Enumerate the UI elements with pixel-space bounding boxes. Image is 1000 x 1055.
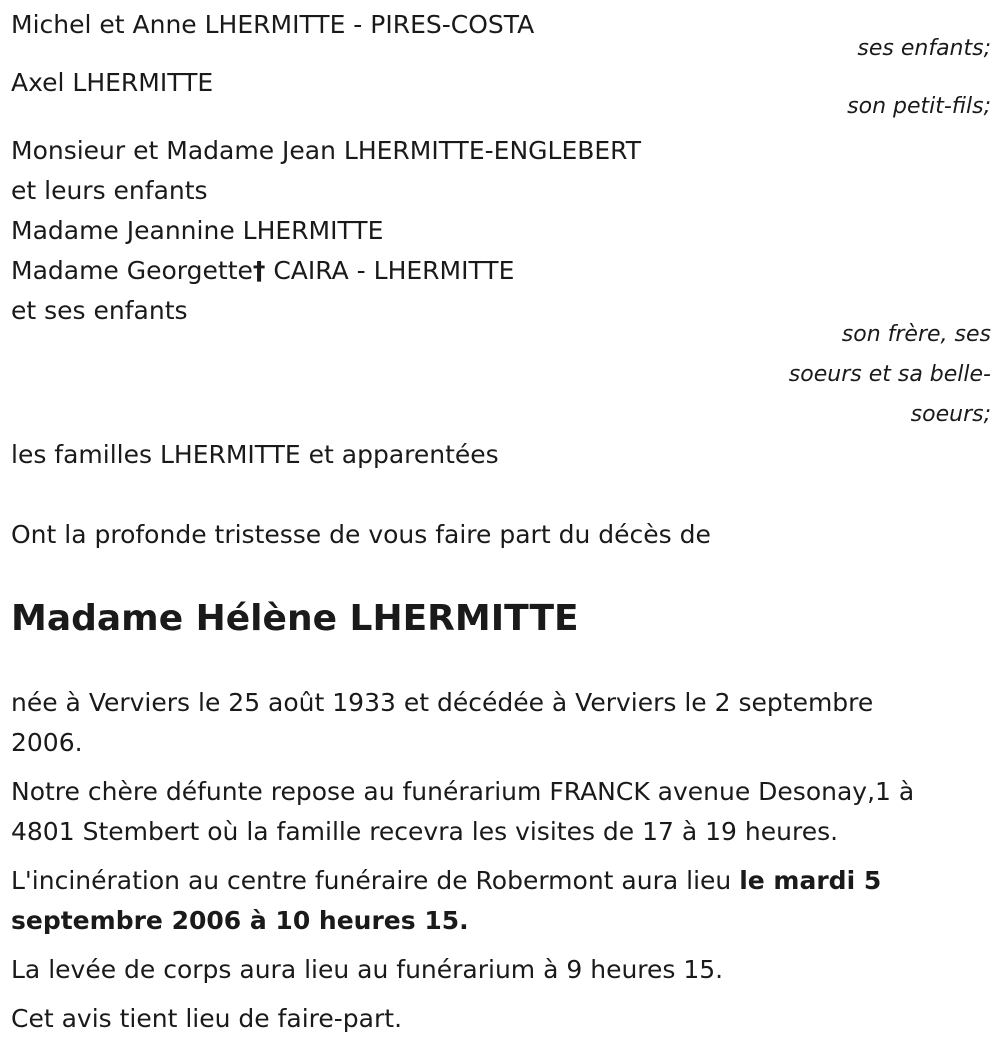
family-name-line: Madame Jeannine LHERMITTE: [11, 216, 384, 245]
levee-paragraph: La levée de corps aura lieu au funérarium à 9 heures 15.: [11, 955, 724, 984]
cremation-paragraph: [11, 861, 971, 941]
family-name-line: Monsieur et Madame Jean LHERMITTE-ENGLEBERT: [11, 136, 642, 165]
cremation-date: le mardi 5 septembre 2006 à 10 heures 15.: [11, 866, 882, 935]
families-line: les familles LHERMITTE et apparentées: [11, 440, 499, 469]
cross-icon: †: [252, 256, 266, 285]
family-role: son petit-fils;: [847, 94, 991, 119]
family-name-line: [11, 251, 991, 291]
visitation-paragraph: Notre chère défunte repose au funérarium FRANCK avenue Desonay,1 à 4801 Stembert où la famille recevra les visites de 17 à 19 heures.: [11, 777, 915, 846]
family-role: [751, 315, 991, 435]
family-name-block: [11, 131, 991, 331]
intro-text: Ont la profonde tristesse de vous faire part du décès de: [11, 520, 711, 549]
family-name-text: CAIRA - LHERMITTE: [265, 256, 515, 285]
family-role-line: son frère, ses: [841, 322, 991, 347]
notice-paragraph: Cet avis tient lieu de faire-part.: [11, 1004, 403, 1033]
obituary-page: [11, 0, 991, 1048]
family-role: ses enfants;: [857, 36, 991, 61]
birth-death-paragraph: née à Verviers le 25 août 1933 et décédée à Verviers le 2 septembre 2006.: [11, 688, 874, 757]
family-role-line: soeurs et sa belle-: [788, 362, 991, 387]
family-name-line: Axel LHERMITTE: [11, 68, 214, 97]
family-name-line: et ses enfants: [11, 296, 188, 325]
family-name-line: Michel et Anne LHERMITTE - PIRES-COSTA: [11, 10, 535, 39]
deceased-name: Madame Hélène LHERMITTE: [11, 598, 579, 639]
family-name-text: Madame Georgette: [11, 256, 253, 285]
family-name-line: et leurs enfants: [11, 176, 208, 205]
cremation-text: L'incinération au centre funéraire de Robermont aura lieu: [11, 866, 740, 895]
family-role-line: soeurs;: [910, 402, 991, 427]
